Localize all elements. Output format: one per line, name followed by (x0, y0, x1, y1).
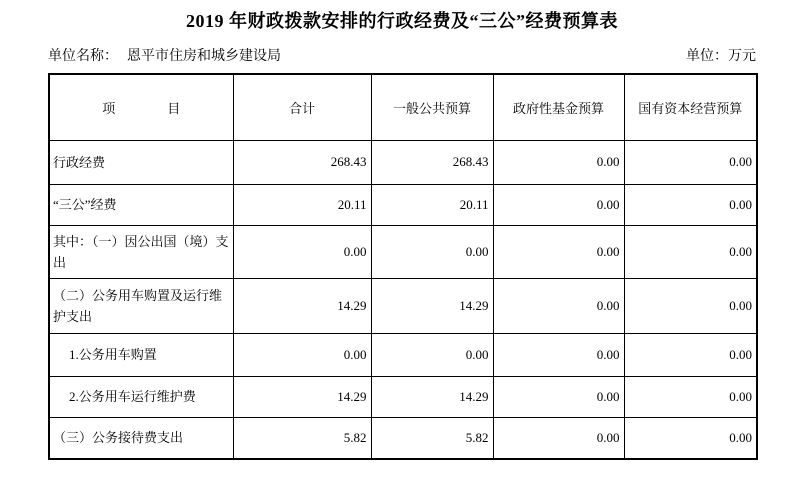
budget-table (48, 73, 758, 460)
column-header-total: 合计 (233, 74, 371, 140)
value-cell: 20.11 (233, 184, 371, 225)
column-header-general-public-budget: 一般公共预算 (371, 74, 493, 140)
value-cell: 0.00 (493, 225, 624, 278)
column-header-item: 项 目 (49, 74, 233, 140)
value-cell: 0.00 (371, 225, 493, 278)
value-cell: 0.00 (624, 140, 757, 184)
value-cell: 5.82 (233, 417, 371, 459)
table-row (49, 417, 757, 459)
row-label-cell: （二）公务用车购置及运行维护支出 (49, 278, 233, 333)
value-cell: 0.00 (624, 225, 757, 278)
value-cell: 0.00 (493, 333, 624, 376)
table-row (49, 140, 757, 184)
value-cell: 0.00 (493, 376, 624, 417)
value-cell: 268.43 (233, 140, 371, 184)
value-cell: 0.00 (371, 333, 493, 376)
unit-name-label: 单位名称： (48, 49, 118, 64)
value-cell: 0.00 (624, 333, 757, 376)
row-label-cell: （三）公务接待费支出 (49, 417, 233, 459)
unit-name-value: 恩平市住房和城乡建设局 (127, 49, 281, 64)
unit-label: 单位：万元 (686, 49, 756, 64)
value-cell: 268.43 (371, 140, 493, 184)
unit-name (48, 45, 281, 65)
table-row (49, 184, 757, 225)
row-label-cell: 行政经费 (49, 140, 233, 184)
row-label-cell: “三公”经费 (49, 184, 233, 225)
table-row (49, 278, 757, 333)
row-label-cell: 1.公务用车购置 (49, 333, 233, 376)
page-title: 2019 年财政拨款安排的行政经费及“三公”经费预算表 (186, 11, 618, 31)
value-cell: 0.00 (624, 278, 757, 333)
value-cell: 0.00 (493, 278, 624, 333)
value-cell: 14.29 (233, 278, 371, 333)
meta-row (48, 45, 756, 65)
row-label-cell: 2.公务用车运行维护费 (49, 376, 233, 417)
table-header-row (49, 74, 757, 140)
value-cell: 0.00 (233, 333, 371, 376)
value-cell: 0.00 (493, 417, 624, 459)
value-cell: 14.29 (371, 376, 493, 417)
value-cell: 0.00 (624, 376, 757, 417)
value-cell: 0.00 (624, 417, 757, 459)
value-cell: 20.11 (371, 184, 493, 225)
value-cell: 0.00 (233, 225, 371, 278)
value-cell: 0.00 (493, 140, 624, 184)
table-row (49, 376, 757, 417)
value-cell: 5.82 (371, 417, 493, 459)
row-label-cell: 其中：（一）因公出国（境）支出 (49, 225, 233, 278)
value-cell: 14.29 (233, 376, 371, 417)
table-row (49, 225, 757, 278)
column-header-gov-fund-budget: 政府性基金预算 (493, 74, 624, 140)
column-header-state-capital-budget: 国有资本经营预算 (624, 74, 757, 140)
value-cell: 0.00 (493, 184, 624, 225)
value-cell: 14.29 (371, 278, 493, 333)
table-row (49, 333, 757, 376)
value-cell: 0.00 (624, 184, 757, 225)
